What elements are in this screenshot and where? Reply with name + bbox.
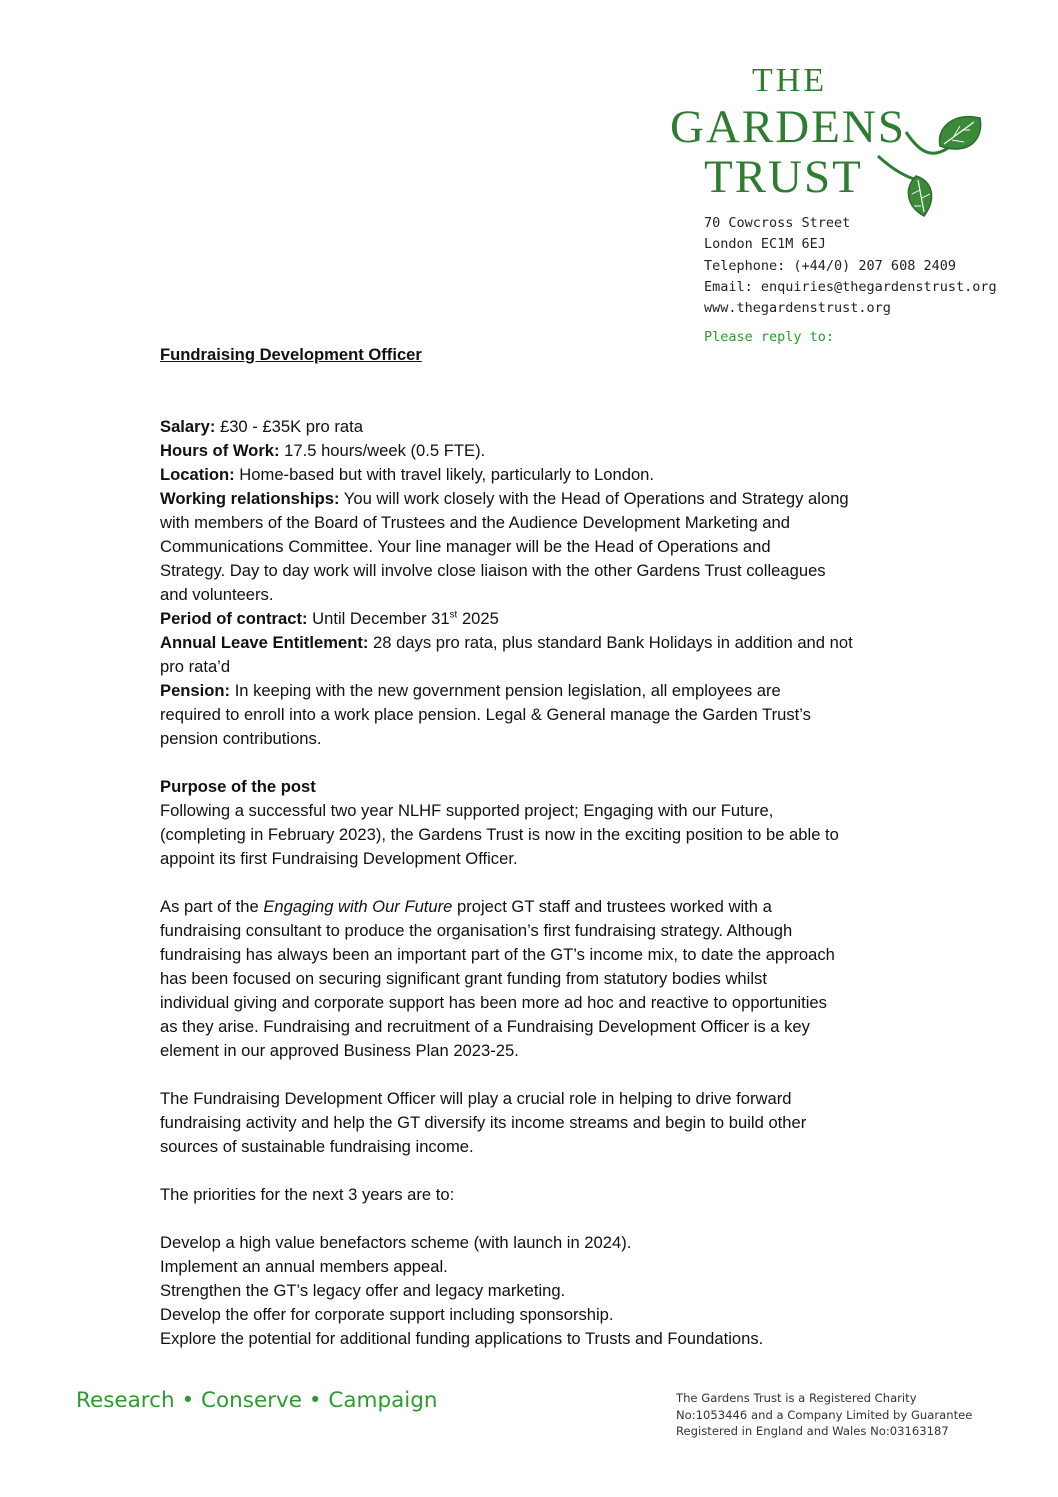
working-relationships-text-3: Communications Committee. Your line manager will be the Head of Operations and (160, 537, 771, 556)
priority-item: Explore the potential for additional funding applications to Trusts and Foundations. (160, 1329, 764, 1348)
leave-text-1: 28 days pro rata, plus standard Bank Holidays in addition and not (368, 633, 853, 652)
logo-text-trust: TRUST (704, 151, 863, 203)
footer-legal-line: The Gardens Trust is a Registered Charity (676, 1391, 917, 1405)
working-relationships-label: Working relationships: (160, 489, 340, 508)
salary-label: Salary: (160, 417, 216, 436)
working-relationships-text-5: and volunteers. (160, 585, 274, 604)
pension-label: Pension: (160, 681, 231, 700)
document-title: Fundraising Development Officer (160, 345, 422, 364)
period-label: Period of contract: (160, 609, 308, 628)
working-relationships-text-1: You will work closely with the Head of Operations and Strategy along (339, 489, 849, 508)
pension-text-3: pension contributions. (160, 729, 322, 748)
purpose-p1-line: appoint its first Fundraising Development Officer. (160, 849, 518, 868)
priority-item: Strengthen the GT’s legacy offer and legacy marketing. (160, 1281, 566, 1300)
reply-label: Please reply to: (704, 329, 835, 345)
purpose-p2-line: individual giving and corporate support has been more ad hoc and reactive to opportunities (160, 993, 827, 1012)
salary-value: £30 - £35K pro rata (215, 417, 363, 436)
address-city: London EC1M 6EJ (704, 236, 826, 253)
document-body (160, 343, 910, 1351)
salary-line (160, 415, 910, 439)
footer-legal (676, 1390, 972, 1440)
purpose-p3-line: fundraising activity and help the GT diversify its income streams and begin to build other (160, 1113, 807, 1132)
purpose-p2-post: project GT staff and trustees worked with a (452, 897, 772, 916)
working-relationships-text-4: Strategy. Day to day work will involve close liaison with the other Gardens Trust colleagues (160, 561, 826, 580)
purpose-p2-pre: As part of the (160, 897, 264, 916)
purpose-p1-line: Following a successful two year NLHF supported project; Engaging with our Future, (160, 801, 774, 820)
working-relationships-text-2: with members of the Board of Trustees and the Audience Development Marketing and (160, 513, 790, 532)
location-line (160, 463, 910, 487)
address-email: Email: enquiries@thegardenstrust.org (704, 278, 997, 295)
working-relationships-line (160, 487, 910, 511)
address-website: www.thegardenstrust.org (704, 300, 891, 317)
purpose-p2-line: element in our approved Business Plan 2023-25. (160, 1041, 519, 1060)
priority-item: Implement an annual members appeal. (160, 1257, 448, 1276)
leave-line (160, 631, 910, 655)
purpose-p2-italic: Engaging with Our Future (263, 897, 453, 916)
purpose-p2-line: fundraising consultant to produce the organisation’s first fundraising strategy. Although (160, 921, 793, 940)
leave-label: Annual Leave Entitlement: (160, 633, 369, 652)
period-year: 2025 (457, 609, 499, 628)
address-block (704, 213, 997, 319)
purpose-p2-line: has been focused on securing significant grant funding from statutory bodies whilst (160, 969, 767, 988)
purpose-heading: Purpose of the post (160, 777, 316, 796)
period-line (160, 607, 910, 631)
address-street: 70 Cowcross Street (704, 215, 851, 231)
purpose-p3-line: The Fundraising Development Officer will play a crucial role in helping to drive forward (160, 1089, 792, 1108)
hours-label: Hours of Work: (160, 441, 280, 460)
pension-text-1: In keeping with the new government pension legislation, all employees are (230, 681, 781, 700)
purpose-p2-line: as they arise. Fundraising and recruitment of a Fundraising Development Officer is a key (160, 1017, 810, 1036)
purpose-p2-line: fundraising has always been an important part of the GT’s income mix, to date the approach (160, 945, 835, 964)
gardens-trust-logo (668, 60, 988, 220)
address-telephone: Telephone: (+44/0) 207 608 2409 (704, 257, 956, 274)
period-value: Until December 31 (307, 609, 450, 628)
hours-value: 17.5 hours/week (0.5 FTE). (279, 441, 486, 460)
period-sup: st (449, 609, 458, 621)
footer-tagline: Research • Conserve • Campaign (76, 1388, 438, 1413)
priorities-intro: The priorities for the next 3 years are to: (160, 1185, 455, 1204)
priority-item: Develop the offer for corporate support including sponsorship. (160, 1305, 614, 1324)
footer-legal-line: Registered in England and Wales No:03163187 (676, 1424, 949, 1439)
leave-text-2: pro rata’d (160, 657, 231, 676)
hours-line (160, 439, 910, 463)
location-label: Location: (160, 465, 235, 484)
purpose-p1-line: (completing in February 2023), the Gardens Trust is now in the exciting position to be able to (160, 825, 839, 844)
purpose-p2-first-line (160, 895, 910, 919)
pension-line (160, 679, 910, 703)
pension-text-2: required to enroll into a work place pension. Legal & General manage the Garden Trust’s (160, 705, 811, 724)
logo-text-the: THE (752, 62, 828, 99)
footer-legal-line: No:1053446 and a Company Limited by Guarantee (676, 1407, 973, 1422)
logo-text-gardens: GARDENS (670, 101, 906, 153)
purpose-p3-line: sources of sustainable fundraising income. (160, 1137, 474, 1156)
priority-item: Develop a high value benefactors scheme (with launch in 2024). (160, 1233, 632, 1252)
location-value: Home-based but with travel likely, particularly to London. (234, 465, 655, 484)
